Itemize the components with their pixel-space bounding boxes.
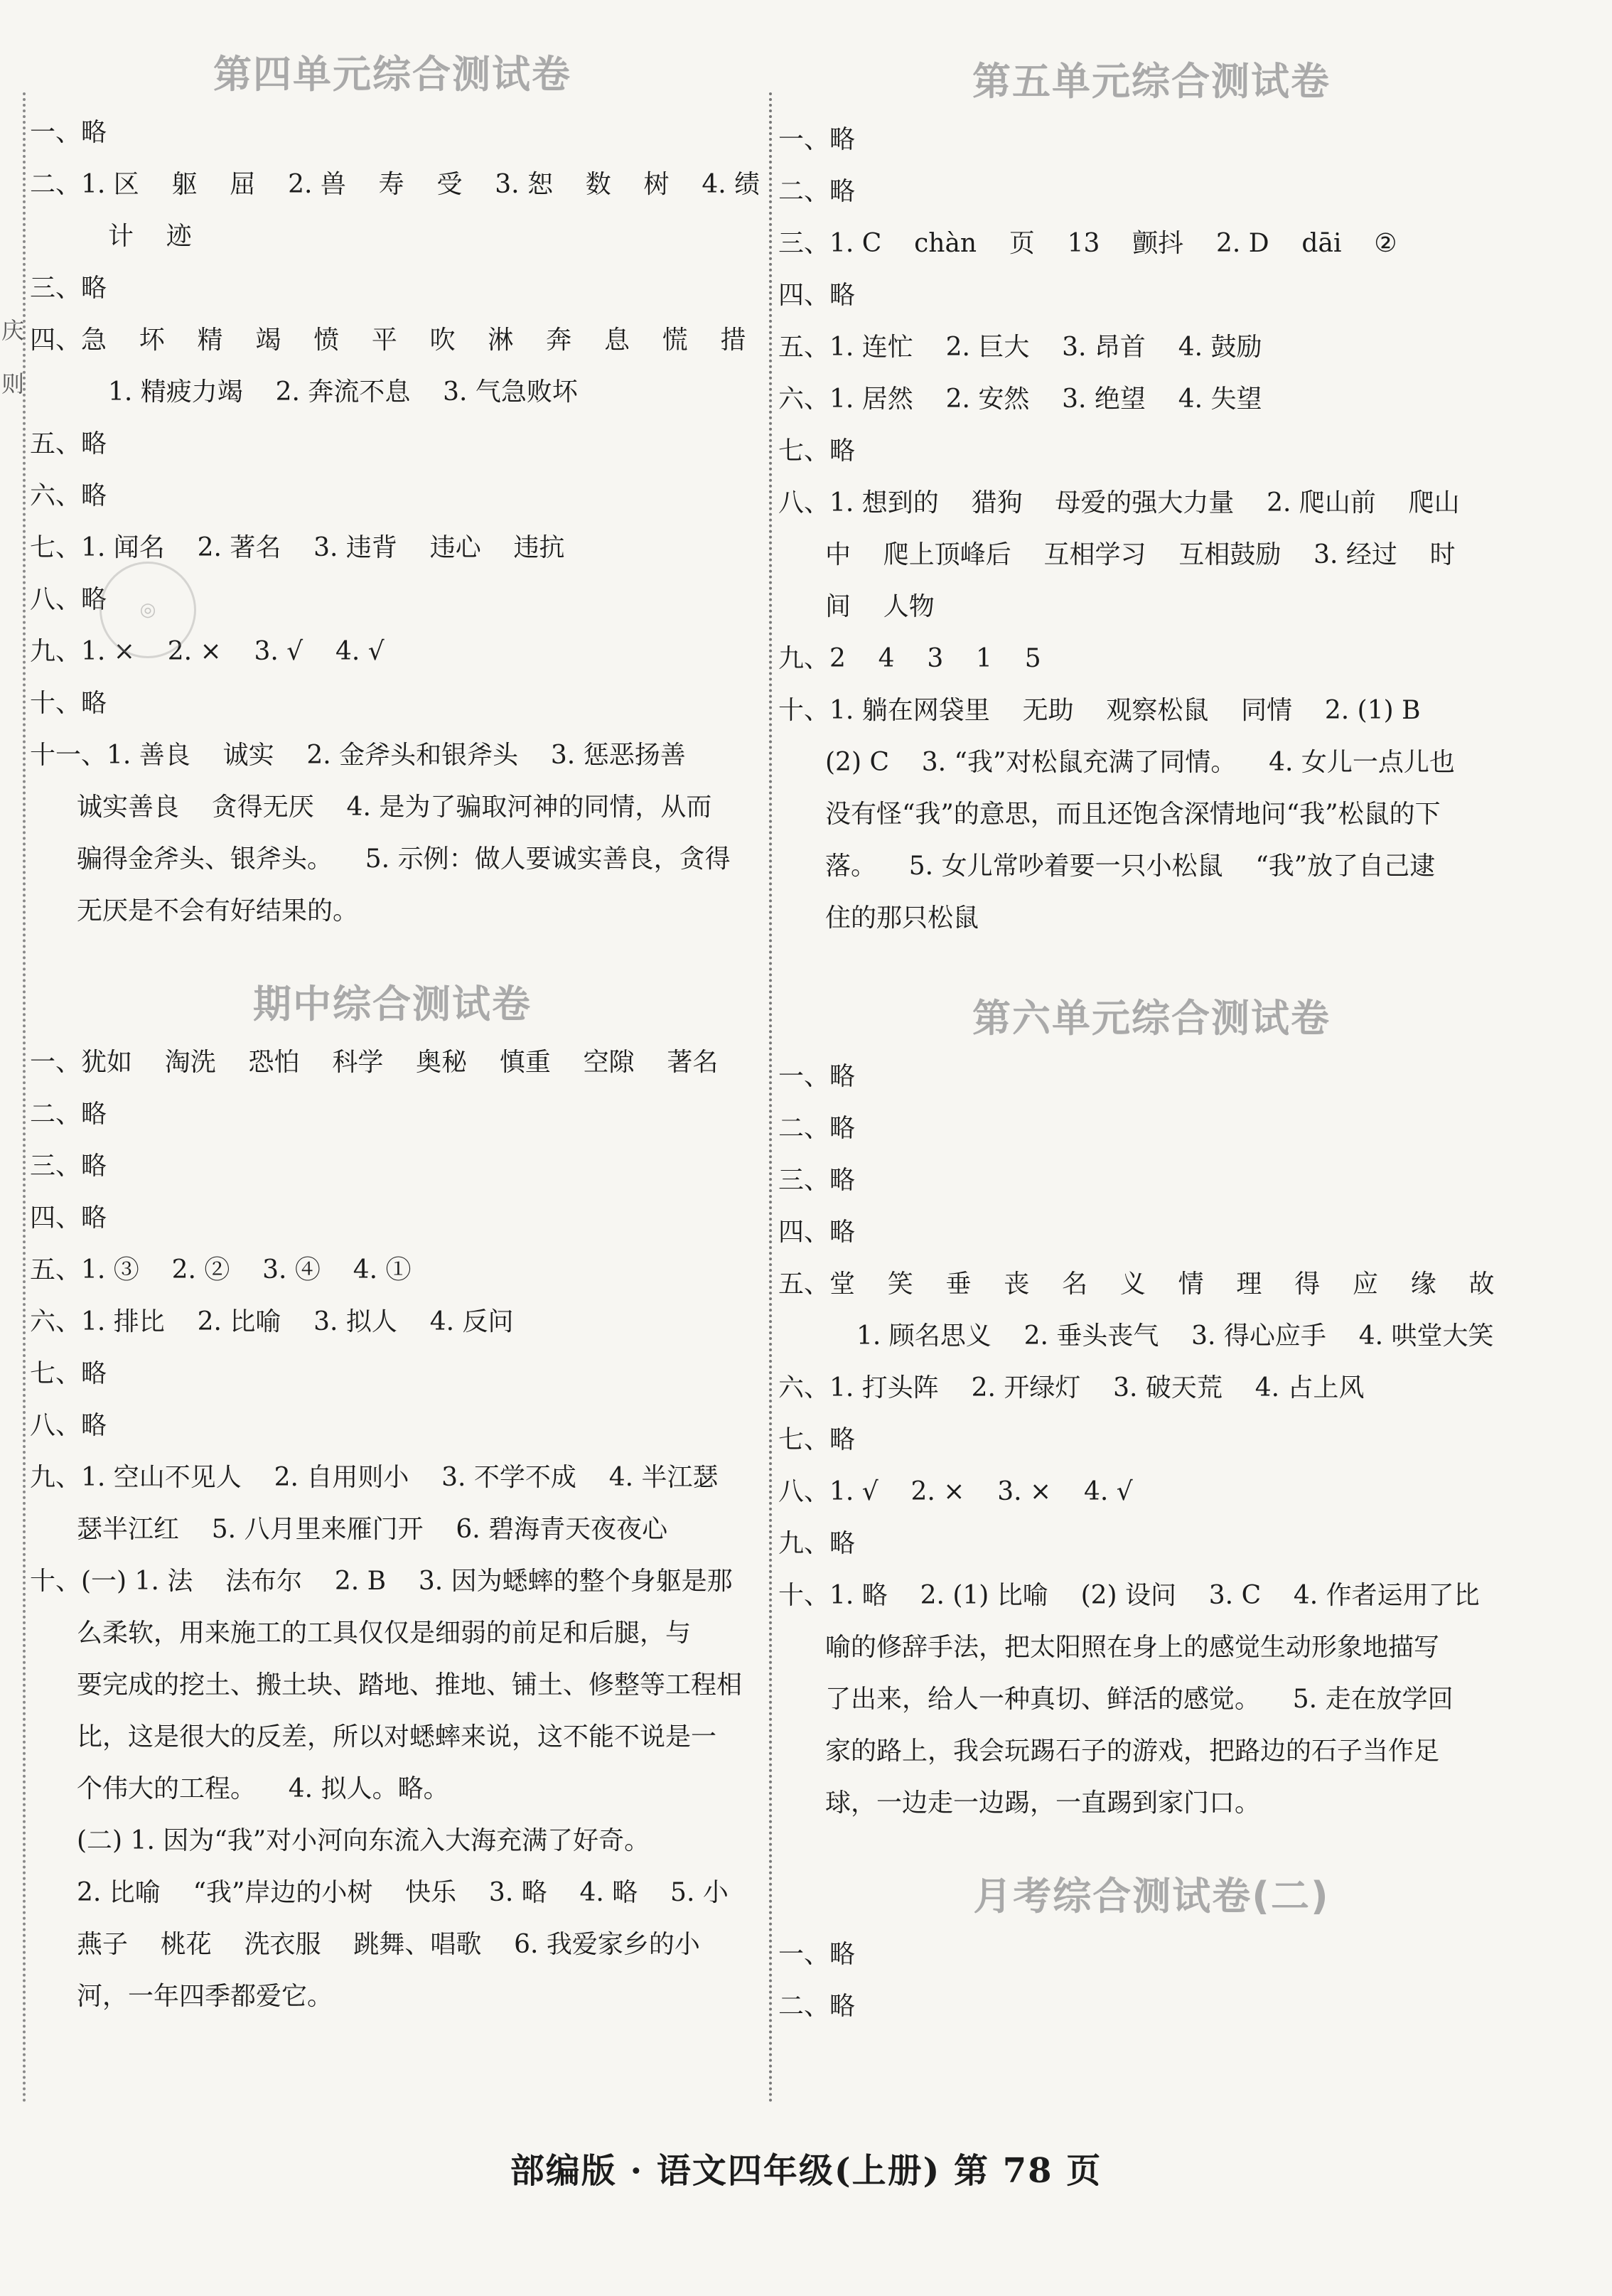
answer-line: 八、略 — [30, 1411, 107, 1440]
answer-line: 二、略 — [778, 1992, 856, 2021]
answer-line: 九、1. × 2. × 3. √ 4. √ — [30, 637, 385, 666]
section-unit5 — [778, 50, 1525, 944]
answer-line: 十、1. 躺在网袋里 无助 观察松鼠 同情 2. (1) B — [778, 696, 1421, 725]
edge-char: 则 — [1, 370, 25, 397]
answer-line: 九、略 — [778, 1529, 856, 1558]
answer-line: 燕子 桃花 洗衣服 跳舞、唱歌 6. 我爱家乡的小 — [77, 1930, 700, 1959]
answer-line: 七、略 — [778, 436, 856, 466]
answer-line: 喻的修辞手法，把太阳照在身上的感觉生动形象地描写 — [825, 1633, 1440, 1662]
answer-line: 九、2 4 3 1 5 — [778, 644, 1041, 673]
answer-line: 要完成的挖土、搬土块、踏地、推地、铺土、修整等工程相 — [77, 1670, 743, 1700]
answer-line: 七、略 — [30, 1359, 107, 1388]
answer-line: 计 迹 — [108, 222, 192, 251]
answer-line: 个伟大的工程。 4. 拟人。略。 — [77, 1774, 449, 1803]
page-footer: 部编版 · 语文四年级(上册) 第 78 页 — [510, 2151, 1102, 2191]
center-divider — [769, 92, 772, 2104]
section-unit4 — [30, 43, 761, 937]
answer-line: 十、略 — [30, 689, 107, 718]
answer-line: 二、1. 区 躯 屈 2. 兽 寿 受 3. 恕 数 树 4. 绩 — [30, 170, 761, 199]
answer-line: 七、略 — [778, 1425, 856, 1454]
faded-stamp: ◎ — [100, 562, 196, 658]
answer-line: 七、1. 闻名 2. 著名 3. 违背 违心 违抗 — [30, 533, 565, 562]
answer-line: 一、略 — [778, 125, 856, 154]
section-title: 月考综合测试卷(二) — [973, 1874, 1330, 1919]
answer-line: 九、1. 空山不见人 2. 自用则小 3. 不学不成 4. 半江瑟 — [30, 1463, 719, 1492]
answer-line: 十、(一) 1. 法 法布尔 2. B 3. 因为蟋蟀的整个身躯是那 — [30, 1567, 733, 1596]
answer-line: 骗得金斧头、银斧头。 5. 示例：做人要诚实善良，贪得 — [77, 844, 731, 874]
answer-line: 一、略 — [778, 1062, 856, 1091]
answer-line: 八、略 — [30, 585, 107, 614]
answer-line: (二) 1. 因为“我”对小河向东流入大海充满了好奇。 — [77, 1826, 650, 1855]
answer-line: 八、1. 想到的 猎狗 母爱的强大力量 2. 爬山前 爬山 — [778, 488, 1460, 517]
answer-line: 四、急 坏 精 竭 愤 平 吹 淋 奔 息 慌 措 — [30, 326, 746, 355]
section-unit6 — [778, 987, 1525, 1829]
answer-line: 河，一年四季都爱它。 — [77, 1982, 333, 2011]
answer-line: 一、略 — [778, 1940, 856, 1969]
answer-line: 中 爬上顶峰后 互相学习 互相鼓励 3. 经过 时 — [825, 540, 1456, 569]
answer-line: 家的路上，我会玩踢石子的游戏，把路边的石子当作足 — [825, 1737, 1440, 1766]
answer-line: 瑟半江红 5. 八月里来雁门开 6. 碧海青天夜夜心 — [77, 1515, 668, 1544]
answer-line: 二、略 — [30, 1100, 107, 1129]
answer-line: 一、略 — [30, 118, 107, 147]
answer-line: 无厌是不会有好结果的。 — [77, 896, 359, 926]
answer-line: 三、略 — [778, 1166, 856, 1195]
answer-line: 十、1. 略 2. (1) 比喻 (2) 设问 3. C 4. 作者运用了比 — [778, 1581, 1480, 1610]
right-column — [778, 59, 1525, 2032]
answer-line: 1. 精疲力竭 2. 奔流不息 3. 气急败坏 — [108, 377, 578, 407]
answer-line: 五、1. ③ 2. ② 3. ④ 4. ① — [30, 1255, 412, 1284]
answer-line: 六、1. 排比 2. 比喻 3. 拟人 4. 反问 — [30, 1307, 514, 1336]
answer-line: 间 人物 — [825, 592, 935, 621]
answer-line: 四、略 — [778, 281, 856, 310]
answer-line: 四、略 — [778, 1218, 856, 1247]
answer-line: 诚实善良 贪得无厌 4. 是为了骗取河神的同情，从而 — [77, 793, 712, 822]
answer-line: 二、略 — [778, 177, 856, 206]
answer-line: 没有怪“我”的意思，而且还饱含深情地问“我”松鼠的下 — [825, 800, 1441, 829]
answer-line: 一、犹如 淘洗 恐怕 科学 奥秘 慎重 空隙 著名 — [30, 1048, 719, 1077]
answer-line: 1. 顾名思义 2. 垂头丧气 3. 得心应手 4. 哄堂大笑 — [856, 1321, 1494, 1351]
answer-line: 住的那只松鼠 — [825, 903, 979, 933]
section-monthly2 — [778, 1865, 1525, 2032]
answer-line: 五、1. 连忙 2. 巨大 3. 昂首 4. 鼓励 — [778, 333, 1262, 362]
answer-line: 三、略 — [30, 1152, 107, 1181]
answer-line: 五、堂 笑 垂 丧 名 义 情 理 得 应 缘 故 — [778, 1270, 1495, 1299]
answer-line: 六、略 — [30, 481, 107, 510]
answer-line: 比，这是很大的反差，所以对蟋蟀来说，这不能不说是一 — [77, 1722, 717, 1751]
answer-line: 六、1. 居然 2. 安然 3. 绝望 4. 失望 — [778, 385, 1262, 414]
answer-line: 球，一边走一边踢，一直踢到家门口。 — [825, 1788, 1261, 1818]
answer-line: 二、略 — [778, 1114, 856, 1143]
answer-line: 五、略 — [30, 429, 107, 458]
answer-line: 2. 比喻 “我”岸边的小树 快乐 3. 略 4. 略 5. 小 — [77, 1878, 729, 1907]
left-column — [30, 52, 761, 2022]
section-title: 期中综合测试卷 — [253, 982, 532, 1026]
section-midterm — [30, 972, 755, 2022]
section-title: 第六单元综合测试卷 — [972, 996, 1331, 1041]
answer-line: 三、略 — [30, 274, 107, 303]
answer-line: 落。 5. 女儿常吵着要一只小松鼠 “我”放了自己逮 — [825, 852, 1436, 881]
edge-char: 庆 — [1, 317, 25, 344]
section-title: 第五单元综合测试卷 — [972, 59, 1331, 104]
answer-line: 十一、1. 善良 诚实 2. 金斧头和银斧头 3. 惩恶扬善 — [30, 741, 686, 770]
answer-line: 四、略 — [30, 1203, 107, 1233]
answer-line: 八、1. √ 2. × 3. × 4. √ — [778, 1477, 1133, 1506]
answer-line: 六、1. 打头阵 2. 开绿灯 3. 破天荒 4. 占上风 — [778, 1373, 1365, 1402]
answer-line: (2) C 3. “我”对松鼠充满了同情。 4. 女儿一点儿也 — [825, 748, 1455, 777]
answer-line: 么柔软，用来施工的工具仅仅是细弱的前足和后腿，与 — [77, 1619, 692, 1648]
section-title: 第四单元综合测试卷 — [213, 52, 571, 97]
answer-line: 了出来，给人一种真切、鲜活的感觉。 5. 走在放学回 — [825, 1685, 1454, 1714]
answer-line: 三、1. C chàn 页 13 颤抖 2. D dāi ② — [778, 229, 1397, 258]
